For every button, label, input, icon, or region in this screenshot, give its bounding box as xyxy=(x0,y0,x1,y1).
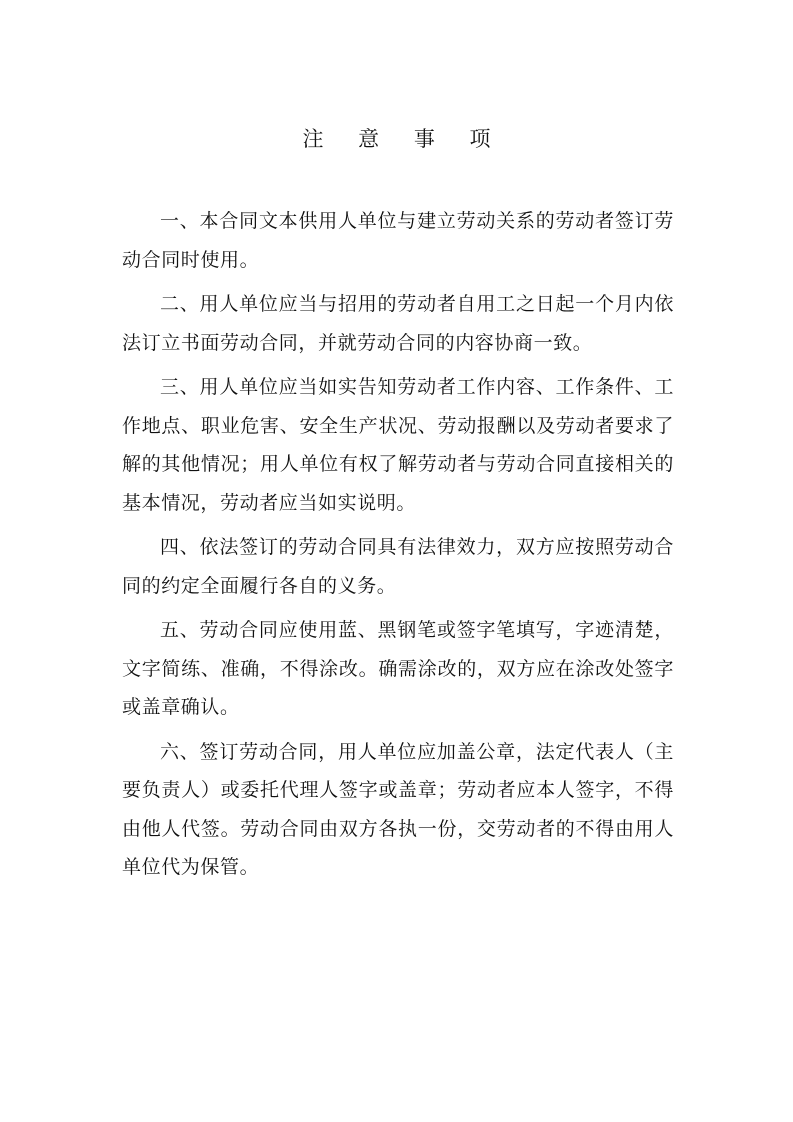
notice-item-3: 三、用人单位应当如实告知劳动者工作内容、工作条件、工作地点、职业危害、安全生产状况、劳动报酬以及劳动者要求了解的其他情况；用人单位有权了解劳动者与劳动合同直接相关的基本情况，劳动者应当如实说明。 xyxy=(122,376,674,514)
notice-item-6: 六、签订劳动合同，用人单位应加盖公章，法定代表人（主要负责人）或委托代理人签字或盖章；劳动者应本人签字，不得由他人代签。劳动合同由双方各执一份，交劳动者的不得由用人单位代为保管。 xyxy=(122,740,674,878)
notice-item-4: 四、依法签订的劳动合同具有法律效力，双方应按照劳动合同的约定全面履行各自的义务。 xyxy=(122,536,674,597)
notice-list xyxy=(122,202,674,893)
notice-item-5: 五、劳动合同应使用蓝、黑钢笔或签字笔填写，字迹清楚，文字简练、准确，不得涂改。确需涂改的，双方应在涂改处签字或盖章确认。 xyxy=(122,619,674,718)
notice-item-1: 一、本合同文本供用人单位与建立劳动关系的劳动者签订劳动合同时使用。 xyxy=(122,210,674,271)
page-title: 注 意 事 项 xyxy=(302,127,505,151)
notice-item-2: 二、用人单位应当与招用的劳动者自用工之日起一个月内依法订立书面劳动合同，并就劳动合同的内容协商一致。 xyxy=(122,293,674,354)
